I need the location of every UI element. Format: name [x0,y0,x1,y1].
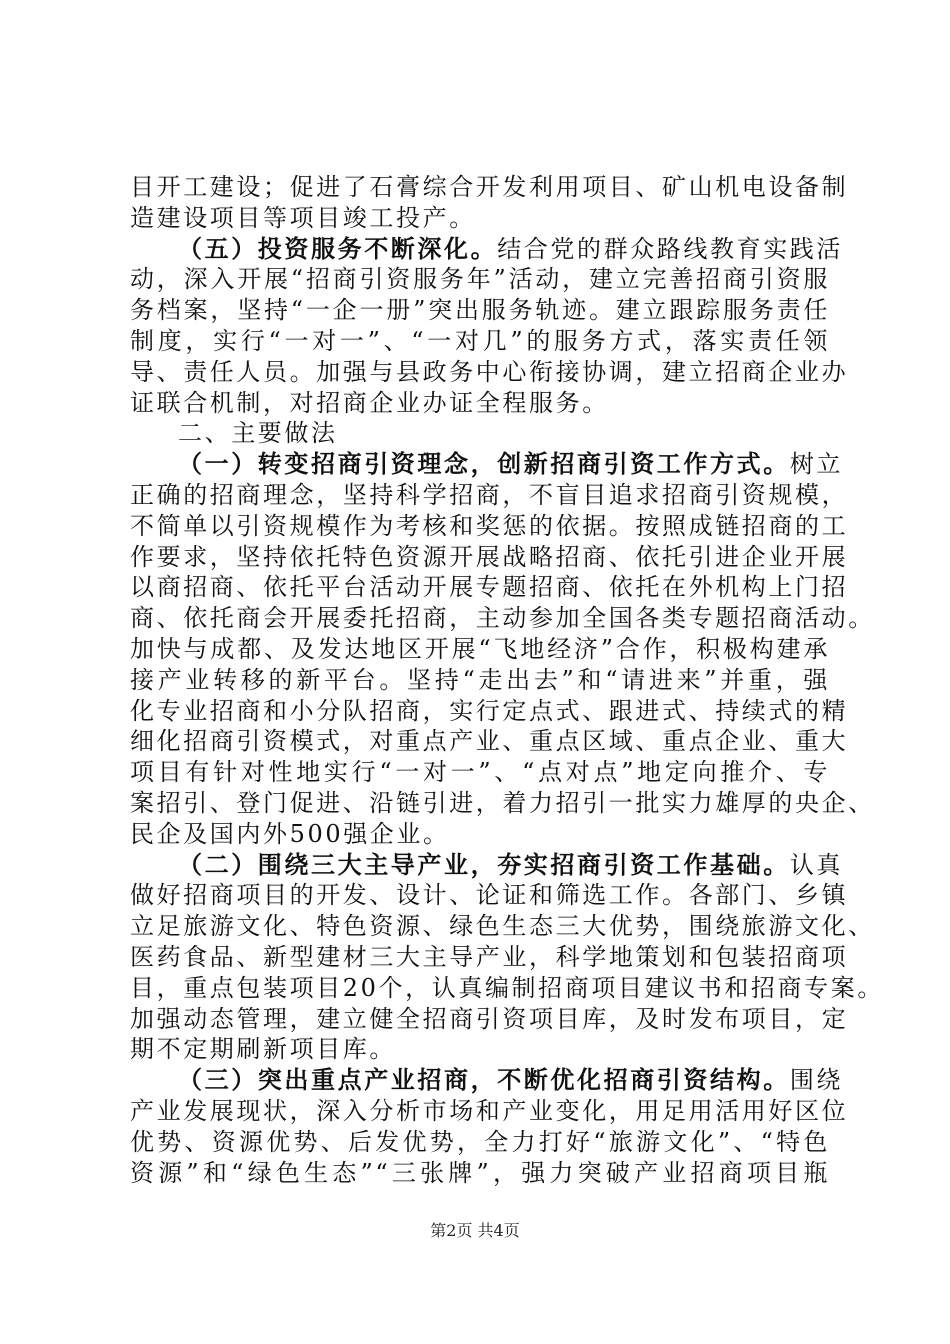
text-line [130,388,830,419]
text-line [130,665,830,696]
line-text: 优势、资源优势、后发优势，全力打好“旅游文化”、“特色 [130,1127,830,1156]
line-text: 二、主要做法 [178,419,338,448]
line-text: 化专业招商和小分队招商，实行定点式、跟进式、持续式的精 [130,696,849,725]
text-line [130,357,849,388]
text-line [130,973,884,1004]
document-body [130,172,884,1188]
section-heading: （三）突出重点产业招商，不断优化招商引资结构。 [178,1065,790,1095]
text-line [130,696,849,727]
paragraph-p3 [130,418,830,449]
line-text: 造建设项目等项目竣工投产。 [130,203,476,232]
section-heading: （一）转变招商引资理念，创新招商引资工作方式。 [178,449,790,479]
line-text: 正确的招商理念，坚持科学招商，不盲目追求招商引资规模， [130,480,849,509]
text-line [130,1158,830,1189]
line-text: 立足旅游文化、特色资源、绿色生态三大优势，围绕旅游文化、 [130,912,875,941]
text-line [130,880,849,911]
line-text: 期不定期刷新项目库。 [130,1035,396,1064]
line-text: 做好招商项目的开发、设计、论证和筛选工作。各部门、乡镇 [130,881,849,910]
text-line [130,480,849,511]
text-line [130,449,844,480]
section-heading: （五）投资服务不断深化。 [178,233,498,263]
paragraph-p1 [130,172,849,234]
text-line [130,233,844,265]
line-text: 认真 [789,850,844,879]
line-text: 细化招商引资模式，对重点产业、重点区域、重点企业、重大 [130,727,849,756]
line-text: 动，深入开展“招商引资服务年”活动，建立完善招商引资服 [130,265,830,294]
line-text: 围绕 [789,1066,844,1095]
text-line [130,942,849,973]
line-text: 商、依托商会开展委托招商，主动参加全国各类专题招商活动。 [130,604,875,633]
line-text: 资源”和“绿色生态”“三张牌”，强力突破产业招商项目瓶 [130,1158,830,1187]
text-line [130,326,830,357]
line-text: 目，重点包装项目20个，认真编制招商项目建议书和招商专案。 [130,973,884,1002]
line-text: 医药食品、新型建材三大主导产业，科学地策划和包装招商项 [130,942,849,971]
line-text: 目开工建设；促进了石膏综合开发利用项目、矿山机电设备制 [130,173,849,201]
paragraph-p2 [130,233,849,419]
page-footer [0,1218,950,1241]
section-title [130,418,830,449]
line-text: 接产业转移的新平台。坚持“走出去”和“请进来”并重，强 [130,665,830,694]
text-line [130,634,830,665]
text-line [130,757,830,788]
line-text: 制度，实行“一对一”、“一对几”的服务方式，落实责任领 [130,326,830,355]
page-number: 第2页 共4页 [430,1221,520,1240]
text-line [130,1034,830,1065]
line-text: 以商招商、依托平台活动开展专题招商、依托在外机构上门招 [130,573,849,602]
line-text: 结合党的群众路线教育实践活 [497,234,844,263]
line-text: 加快与成都、及发达地区开展“飞地经济”合作，积极构建承 [130,634,830,663]
line-text: 加强动态管理，建立健全招商引资项目库，及时发布项目，定 [130,1004,849,1033]
line-text: 项目有针对性地实行“一对一”、“点对点”地定向推介、专 [130,758,830,787]
text-line [130,1065,844,1096]
line-text: 导、责任人员。加强与县政务中心衔接协调，建立招商企业办 [130,357,849,386]
line-text: 务档案，坚持“一企一册”突出服务轨迹。建立跟踪服务责任 [130,296,830,325]
line-text: 树立 [789,450,844,479]
section-heading: （二）围绕三大主导产业，夯实招商引资工作基础。 [178,849,790,879]
text-line [130,1127,830,1158]
text-line [130,1004,849,1035]
line-text: 民企及国内外500强企业。 [130,819,450,848]
text-line [130,542,849,573]
text-line [130,172,849,203]
line-text: 不简单以引资规模作为考核和奖惩的依据。按照成链招商的工 [130,511,849,540]
text-line [130,264,830,295]
line-text: 案招引、登门促进、沿链引进，着力招引一批实力雄厚的央企、 [130,788,875,817]
paragraph-p6 [130,1065,849,1188]
line-text: 证联合机制，对招商企业办证全程服务。 [130,388,609,417]
text-line [130,849,844,881]
text-line [130,603,875,634]
text-line [130,203,830,234]
paragraph-p5 [130,849,884,1066]
text-line [130,726,849,757]
paragraph-p4 [130,449,875,849]
text-line [130,788,875,819]
text-line [130,295,830,326]
line-text: 产业发展现状，深入分析市场和产业变化，用足用活用好区位 [130,1096,849,1125]
line-text: 作要求，坚持依托特色资源开展战略招商、依托引进企业开展 [130,542,849,571]
text-line [130,511,849,542]
text-line [130,911,875,942]
text-line [130,819,830,850]
text-line [130,572,849,603]
text-line [130,1096,849,1127]
